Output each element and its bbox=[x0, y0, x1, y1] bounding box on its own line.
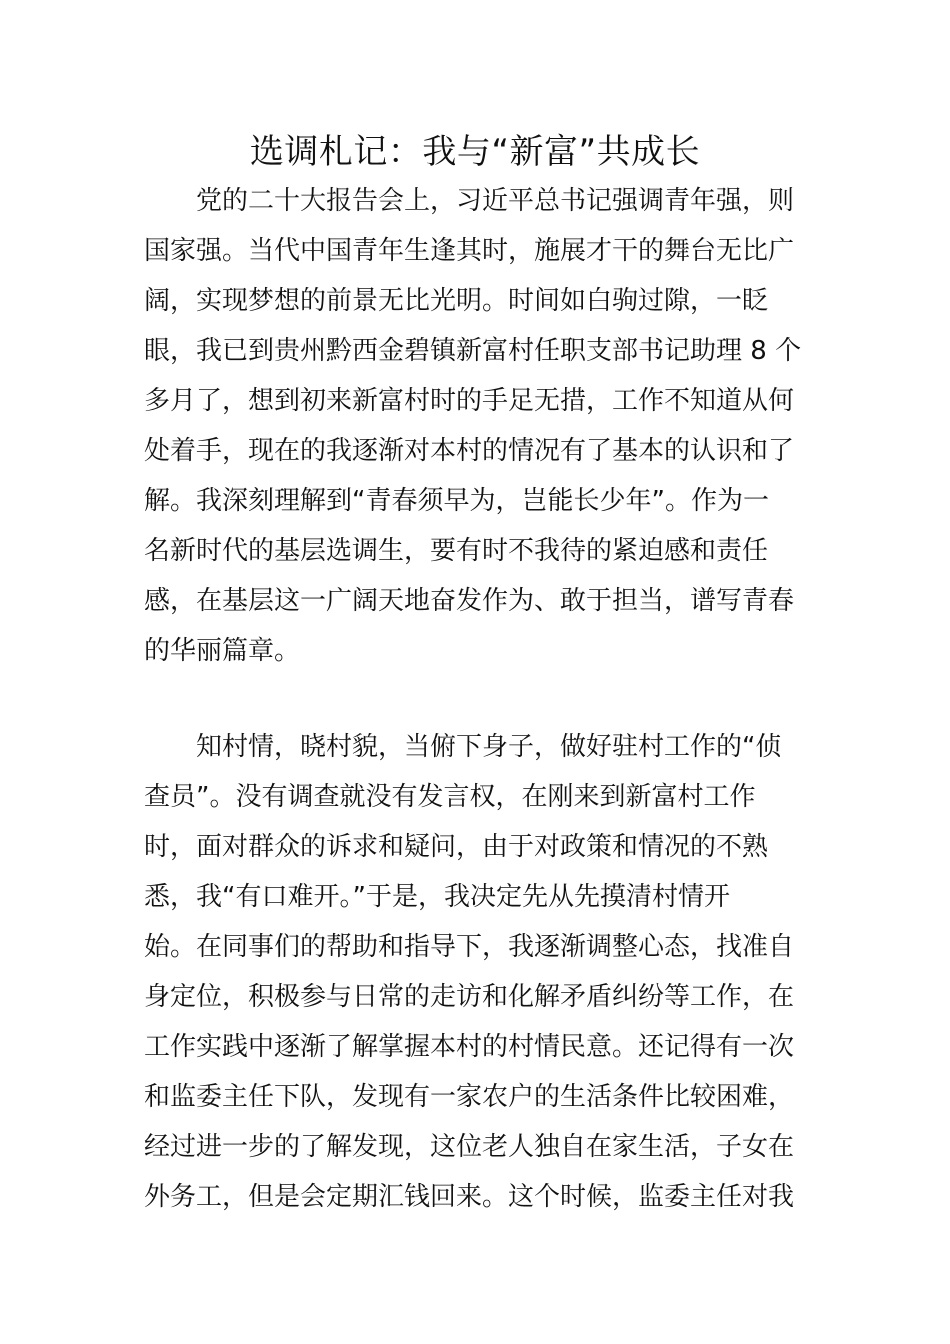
text-line: 党的二十大报告会上，习近平总书记强调青年强，则 bbox=[196, 186, 795, 216]
text-line: 解。我深刻理解到“青春须早为，岂能长少年”。作为一 bbox=[144, 486, 769, 516]
text-line: 知村情，晓村貌，当俯下身子，做好驻村工作的“侦 bbox=[196, 732, 782, 762]
text-line: 的华丽篇章。 bbox=[144, 636, 301, 666]
text-line: 处着手，现在的我逐渐对本村的情况有了基本的认识和了 bbox=[144, 436, 795, 466]
text-line: 国家强。当代中国青年生逢其时，施展才干的舞台无比广 bbox=[144, 236, 795, 266]
text-line: 身定位，积极参与日常的走访和化解矛盾纠纷等工作，在 bbox=[144, 982, 795, 1012]
text-line: 多月了，想到初来新富村时的手足无措，工作不知道从何 bbox=[144, 386, 795, 416]
text-line: 查员”。没有调查就没有发言权，在刚来到新富村工作 bbox=[144, 782, 756, 812]
text-line: 始。在同事们的帮助和指导下，我逐渐调整心态，找准自 bbox=[144, 932, 795, 962]
text-line: 外务工，但是会定期汇钱回来。这个时候，监委主任对我 bbox=[144, 1182, 795, 1212]
text-line: 阔，实现梦想的前景无比光明。时间如白驹过隙，一眨 bbox=[144, 286, 769, 316]
paragraph-village-situation bbox=[144, 722, 809, 1222]
text-line: 名新时代的基层选调生，要有时不我待的紧迫感和责任 bbox=[144, 536, 769, 566]
text-line: 经过进一步的了解发现，这位老人独自在家生活，子女在 bbox=[144, 1132, 795, 1162]
document-title: 选调札记：我与“新富”共成长 bbox=[249, 132, 701, 172]
text-line: 工作实践中逐渐了解掌握本村的村情民意。还记得有一次 bbox=[144, 1032, 795, 1062]
paragraph-intro bbox=[144, 176, 809, 676]
text-line: 悉，我“有口难开。”于是，我决定先从先摸清村情开 bbox=[144, 882, 730, 912]
text-line: 和监委主任下队，发现有一家农户的生活条件比较困难， bbox=[144, 1082, 795, 1112]
text-line: 眼，我已到贵州黔西金碧镇新富村任职支部书记助理 8 个 bbox=[144, 336, 802, 366]
text-line: 时，面对群众的诉求和疑问，由于对政策和情况的不熟 bbox=[144, 832, 769, 862]
text-line: 感，在基层这一广阔天地奋发作为、敢于担当，谱写青春 bbox=[144, 586, 795, 616]
